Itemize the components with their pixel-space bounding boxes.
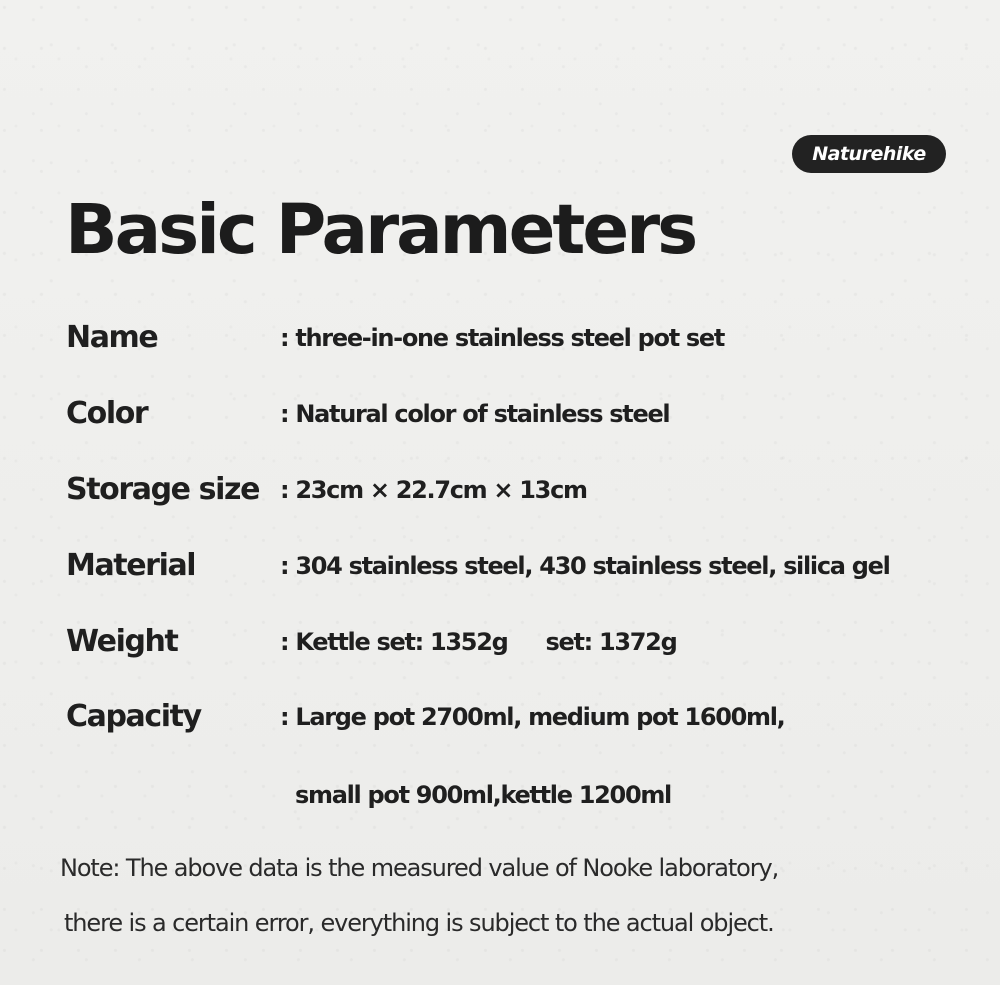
- param-row-capacity: [0, 692, 1000, 742]
- page-title: Basic Parameters: [65, 190, 696, 270]
- param-value-capacity: : Large pot 2700ml, medium pot 1600ml,: [280, 703, 785, 731]
- param-value-weight: [280, 617, 676, 667]
- param-row-material: [0, 541, 1000, 591]
- param-label-weight: Weight: [66, 624, 178, 659]
- note-line-1: Note: The above data is the measured value of Nooke laboratory,: [60, 854, 779, 882]
- brand-badge: Naturehike: [792, 135, 946, 173]
- param-value-material: : 304 stainless steel, 430 stainless steel, silica gel: [280, 552, 890, 580]
- param-row-color: [0, 389, 1000, 439]
- param-row-name: [0, 313, 1000, 363]
- param-label-capacity: Capacity: [66, 699, 201, 734]
- param-value-capacity-continued: small pot 900ml,kettle 1200ml: [295, 781, 671, 809]
- param-value-weight-kettle: : Kettle set: 1352g: [280, 628, 508, 656]
- note-line-2: there is a certain error, everything is subject to the actual object.: [64, 909, 774, 937]
- param-label-storage-size: Storage size: [66, 472, 260, 507]
- param-label-color: Color: [66, 396, 148, 431]
- param-row-storage-size: [0, 465, 1000, 515]
- param-value-weight-set: set: 1372g: [545, 628, 677, 656]
- param-value-name: : three-in-one stainless steel pot set: [280, 324, 725, 352]
- param-label-material: Material: [66, 548, 196, 583]
- param-label-name: Name: [66, 320, 158, 355]
- param-value-color: : Natural color of stainless steel: [280, 400, 670, 428]
- param-row-weight: [0, 617, 1000, 667]
- param-value-storage-size: : 23cm × 22.7cm × 13cm: [280, 476, 587, 504]
